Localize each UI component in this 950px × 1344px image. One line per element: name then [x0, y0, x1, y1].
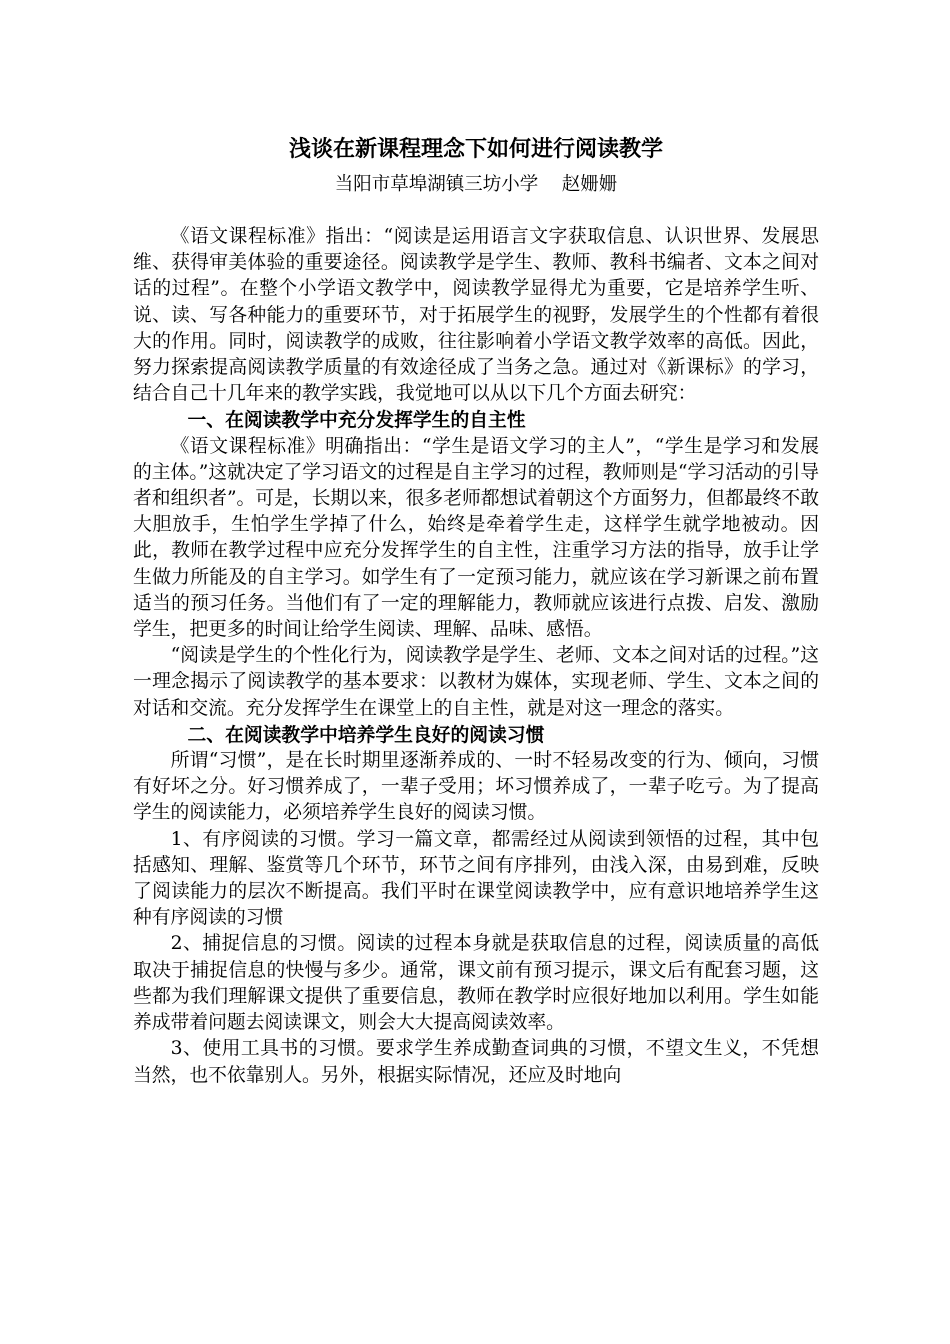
paragraph-intro: 《语文课程标准》指出：“阅读是运用语言文字获取信息、认识世界、发展思维、获得审美体验的重要途径。阅读教学是学生、教师、教科书编者、文本之间对话的过程”。在整个小学语文教学中，阅读教学显得尤为重要，它是培养学生听、说、读、写各种能力的重要环节，对于拓展学生的视野，发展学生的个性都有着很大的作用。同时，阅读教学的成败，往往影响着小学语文教学效率的高低。因此，努力探索提高阅读教学质量的有效途径成了当务之急。通过对《新课标》的学习，结合自己十几年来的教学实践，我觉地可以从以下几个方面去研究：	[133, 226, 819, 405]
document-page	[133, 132, 819, 1089]
paragraph-3: 所谓“习惯”，是在长时期里逐渐养成的、一时不轻易改变的行为、倾向，习惯有好坏之分。好习惯养成了，一辈子受用；坏习惯养成了，一辈子吃亏。为了提高学生的阅读能力，必须培养学生良好的阅读习惯。	[133, 750, 819, 824]
document-title: 浅谈在新课程理念下如何进行阅读教学	[288, 136, 663, 162]
document-author: 当阳市草埠湖镇三坊小学 赵姗姗	[334, 174, 618, 195]
paragraph-habit-1: 1、有序阅读的习惯。学习一篇文章，都需经过从阅读到领悟的过程，其中包括感知、理解、鉴赏等几个环节，环节之间有序排列，由浅入深，由易到难，反映了阅读能力的层次不断提高。我们平时在课堂阅读教学中，应有意识地培养学生这种有序阅读的习惯	[133, 828, 819, 929]
section-heading-2: 二、在阅读教学中培养学生良好的阅读习惯	[187, 723, 545, 746]
paragraph-2: “阅读是学生的个性化行为，阅读教学是学生、老师、文本之间对话的过程。”这一理念揭示了阅读教学的基本要求：以教材为媒体，实现老师、学生、文本之间的对话和交流。充分发挥学生在课堂上的自主性，就是对这一理念的落实。	[133, 645, 819, 719]
paragraph-habit-3: 3、使用工具书的习惯。要求学生养成勤查词典的习惯，不望文生义，不凭想当然，也不依靠别人。另外，根据实际情况，还应及时地向	[133, 1038, 819, 1086]
section-heading-1: 一、在阅读教学中充分发挥学生的自主性	[187, 409, 526, 432]
paragraph-habit-2: 2、捕捉信息的习惯。阅读的过程本身就是获取信息的过程，阅读质量的高低取决于捕捉信息的快慢与多少。通常，课文前有预习提示，课文后有配套习题，这些都为我们理解课文提供了重要信息，教师在教学时应很好地加以利用。学生如能养成带着问题去阅读课文，则会大大提高阅读效率。	[133, 933, 819, 1034]
paragraph-1: 《语文课程标准》明确指出：“学生是语文学习的主人”，“学生是学习和发展的主体。”这就决定了学习语文的过程是自主学习的过程，教师则是“学习活动的引导者和组织者”。可是，长期以来，很多老师都想试着朝这个方面努力，但都最终不敢大胆放手，生怕学生学掉了什么，始终是牵着学生走，这样学生就学地被动。因此，教师在教学过程中应充分发挥学生的自主性，注重学习方法的指导，放手让学生做力所能及的自主学习。如学生有了一定预习能力，就应该在学习新课之前布置适当的预习任务。当他们有了一定的理解能力，教师就应该进行点拨、启发、激励学生，把更多的时间让给学生阅读、理解、品味、感悟。	[133, 435, 819, 641]
